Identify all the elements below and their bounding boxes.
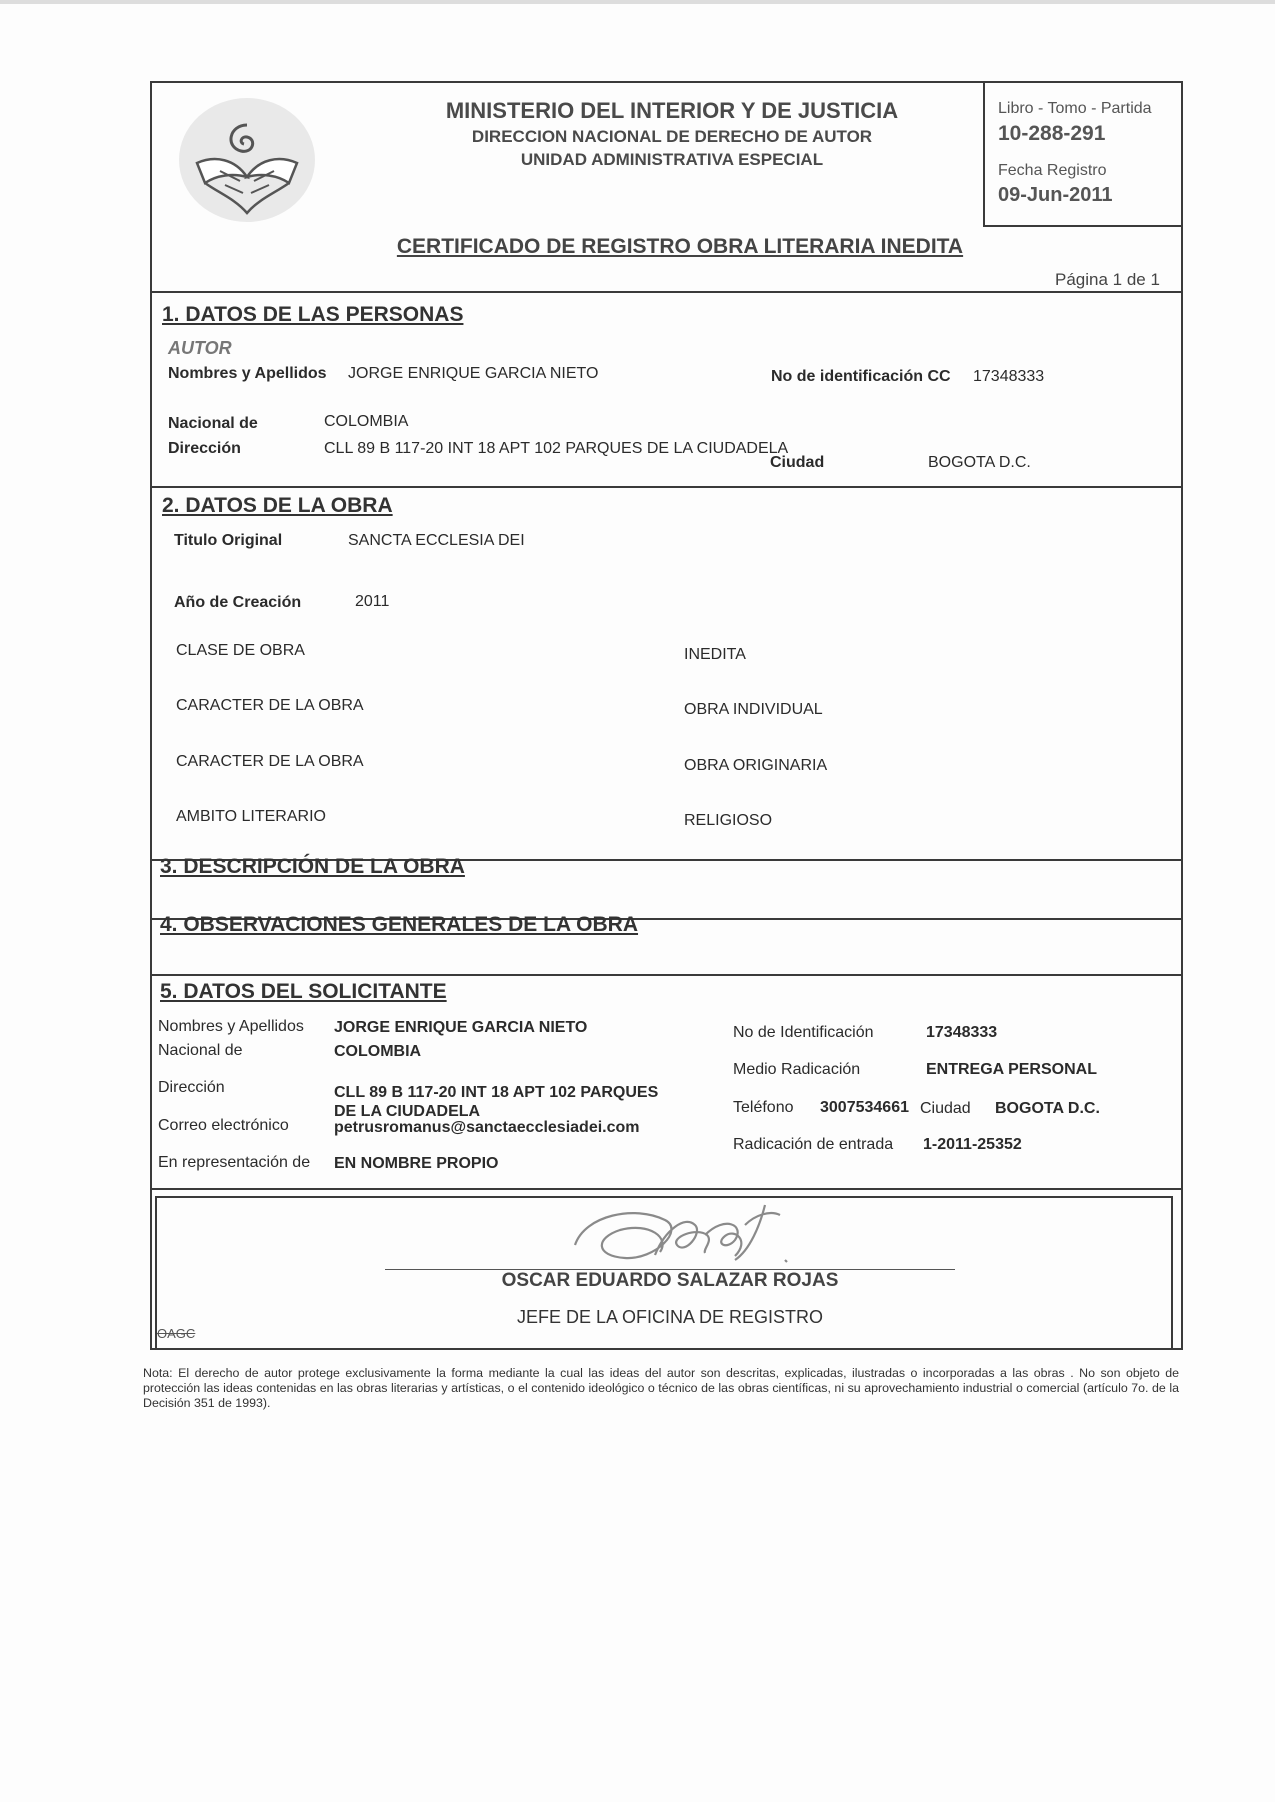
signer-name: OSCAR EDUARDO SALAZAR ROJAS [501,1270,839,1291]
year-label: Año de Creación [174,594,302,611]
applicant-nat-value: COLOMBIA [334,1043,422,1060]
legal-note: Nota: El derecho de autor protege exclusivamente la forma mediante la cual las ideas del autor son descritas, explicadas, ilustradas o incorporadas a las obras . No son objeto de protección las ideas contenidas en las obras literarias y artísticas, o el contenido ideológico o técnico de las obras científicas, ni su aprovechamiento industrial o comercial (artículo 7o. de la Decisión 351 de 1993). [143,1366,1179,1410]
role-label: AUTOR [168,338,232,358]
applicant-email-value: petrusromanus@sanctaecclesiadei.com [334,1119,640,1136]
applicant-rad-value: 1-2011-25352 [923,1136,1022,1153]
author-city-label: Ciudad [770,454,825,471]
applicant-rep-value: EN NOMBRE PROPIO [334,1155,499,1172]
applicant-tel-value: 3007534661 [820,1099,909,1116]
applicant-id-label: No de Identificación [733,1024,874,1041]
author-name-value: JORGE ENRIQUE GARCIA NIETO [348,365,599,382]
applicant-medio-value: ENTREGA PERSONAL [926,1061,1097,1078]
applicant-addr-value-2: DE LA CIUDADELA [334,1103,481,1120]
author-id-label: No de identificación CC [771,368,951,385]
unit-name: UNIDAD ADMINISTRATIVA ESPECIAL [520,150,824,169]
signature-image [535,1195,835,1275]
ministry-name: MINISTERIO DEL INTERIOR Y DE JUSTICIA [445,98,899,123]
attr-value: INEDITA [684,646,746,663]
applicant-tel-label: Teléfono [733,1099,794,1116]
applicant-email-label: Correo electrónico [158,1117,289,1134]
attr-value: OBRA ORIGINARIA [684,757,828,774]
applicant-city-value: BOGOTA D.C. [995,1100,1100,1117]
signer-role: JEFE DE LA OFICINA DE REGISTRO [516,1307,824,1327]
book-label: Libro - Tomo - Partida [998,100,1152,117]
book-value: 10-288-291 [998,122,1106,145]
applicant-rad-label: Radicación de entrada [733,1136,894,1153]
section-3-title: 3. DESCRIPCIÓN DE LA OBRA [160,855,465,878]
author-name-label: Nombres y Apellidos [168,365,327,382]
section-2-title: 2. DATOS DE LA OBRA [162,494,393,517]
author-city-value: BOGOTA D.C. [928,454,1031,471]
applicant-medio-label: Medio Radicación [733,1061,861,1078]
certificate-title: CERTIFICADO DE REGISTRO OBRA LITERARIA INEDITA [396,235,964,258]
page-indicator: Página 1 de 1 [1055,270,1160,289]
attr-label: CLASE DE OBRA [176,642,305,659]
applicant-addr-label: Dirección [158,1079,225,1096]
attr-label: CARACTER DE LA OBRA [176,753,364,770]
date-value: 09-Jun-2011 [998,184,1113,206]
author-addr-label: Dirección [168,440,241,457]
author-nat-value: COLOMBIA [324,413,409,430]
work-title-value: SANCTA ECCLESIA DEI [348,532,525,549]
attr-label: AMBITO LITERARIO [176,808,326,825]
section-5-title: 5. DATOS DEL SOLICITANTE [160,980,447,1003]
work-title-label: Titulo Original [174,532,283,549]
office-code: OAGC [157,1326,196,1341]
applicant-rep-label: En representación de [158,1154,311,1171]
ministry-logo [175,95,320,225]
attr-label: CARACTER DE LA OBRA [176,697,364,714]
applicant-name-value: JORGE ENRIQUE GARCIA NIETO [334,1019,588,1036]
date-label: Fecha Registro [998,162,1107,179]
scan-edge [0,0,1275,4]
applicant-city-label: Ciudad [920,1100,971,1117]
section-4-title: 4. OBSERVACIONES GENERALES DE LA OBRA [160,913,639,936]
applicant-nat-label: Nacional de [158,1042,243,1059]
attr-value: OBRA INDIVIDUAL [684,701,823,718]
applicant-name-label: Nombres y Apellidos [158,1018,304,1035]
year-value: 2011 [355,593,390,610]
attr-value: RELIGIOSO [684,812,773,829]
applicant-addr-value-1: CLL 89 B 117-20 INT 18 APT 102 PARQUES [334,1084,659,1101]
section-1-title: 1. DATOS DE LAS PERSONAS [162,303,464,326]
direction-name: DIRECCION NACIONAL DE DERECHO DE AUTOR [471,127,873,146]
author-nat-label: Nacional de [168,415,258,432]
author-id-value: 17348333 [973,368,1045,385]
author-addr-value: CLL 89 B 117-20 INT 18 APT 102 PARQUES DE LA CIUDADELA [324,440,789,457]
applicant-id-value: 17348333 [926,1024,998,1041]
